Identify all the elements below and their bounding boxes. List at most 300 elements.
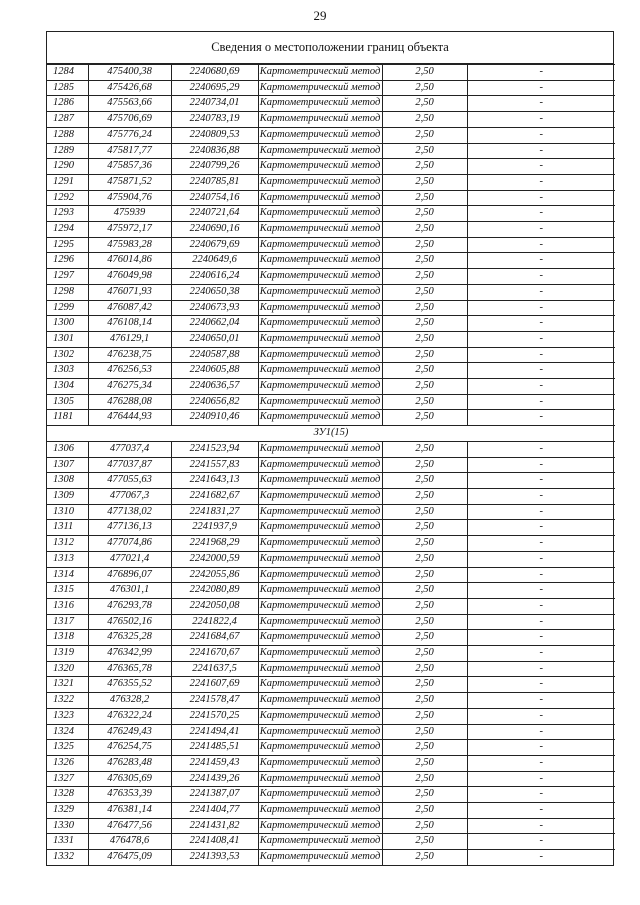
table-row [47, 174, 615, 190]
method-cell: Картометрический метод [258, 80, 382, 96]
point-number-cell: 1298 [47, 284, 88, 300]
point-number-cell: 1287 [47, 112, 88, 128]
description-cell: - [467, 269, 615, 285]
table-row [47, 708, 615, 724]
x-coordinate-cell: 476353,39 [88, 787, 171, 803]
description-cell: - [467, 379, 615, 395]
accuracy-cell: 2,50 [382, 190, 467, 206]
method-cell: Картометрический метод [258, 536, 382, 552]
accuracy-cell: 2,50 [382, 724, 467, 740]
x-coordinate-cell: 476305,69 [88, 771, 171, 787]
y-coordinate-cell: 2241670,67 [171, 646, 258, 662]
x-coordinate-cell: 476238,75 [88, 347, 171, 363]
method-cell: Картометрический метод [258, 269, 382, 285]
y-coordinate-cell: 2241485,51 [171, 740, 258, 756]
point-number-cell: 1330 [47, 818, 88, 834]
accuracy-cell: 2,50 [382, 347, 467, 363]
method-cell: Картометрический метод [258, 834, 382, 850]
x-coordinate-cell: 476249,43 [88, 724, 171, 740]
table-row [47, 551, 615, 567]
method-cell: Картометрический метод [258, 331, 382, 347]
x-coordinate-cell: 476283,48 [88, 755, 171, 771]
coordinates-grid [47, 64, 615, 865]
accuracy-cell: 2,50 [382, 143, 467, 159]
point-number-cell: 1303 [47, 363, 88, 379]
y-coordinate-cell: 2241968,29 [171, 536, 258, 552]
point-number-cell: 1300 [47, 316, 88, 332]
method-cell: Картометрический метод [258, 818, 382, 834]
y-coordinate-cell: 2241557,83 [171, 457, 258, 473]
description-cell: - [467, 457, 615, 473]
x-coordinate-cell: 476256,53 [88, 363, 171, 379]
table-row [47, 787, 615, 803]
accuracy-cell: 2,50 [382, 834, 467, 850]
y-coordinate-cell: 2240734,01 [171, 96, 258, 112]
method-cell: Картометрический метод [258, 363, 382, 379]
method-cell: Картометрический метод [258, 504, 382, 520]
point-number-cell: 1329 [47, 803, 88, 819]
accuracy-cell: 2,50 [382, 127, 467, 143]
description-cell: - [467, 363, 615, 379]
accuracy-cell: 2,50 [382, 755, 467, 771]
description-cell: - [467, 347, 615, 363]
point-number-cell: 1304 [47, 379, 88, 395]
point-number-cell: 1316 [47, 598, 88, 614]
point-number-cell: 1307 [47, 457, 88, 473]
accuracy-cell: 2,50 [382, 379, 467, 395]
point-number-cell: 1319 [47, 646, 88, 662]
table-row [47, 143, 615, 159]
method-cell: Картометрический метод [258, 174, 382, 190]
x-coordinate-cell: 477138,02 [88, 504, 171, 520]
x-coordinate-cell: 475400,38 [88, 65, 171, 81]
point-number-cell: 1292 [47, 190, 88, 206]
table-row [47, 536, 615, 552]
accuracy-cell: 2,50 [382, 708, 467, 724]
x-coordinate-cell: 476502,16 [88, 614, 171, 630]
description-cell: - [467, 253, 615, 269]
method-cell: Картометрический метод [258, 394, 382, 410]
y-coordinate-cell: 2242050,08 [171, 598, 258, 614]
boundary-coordinates-table [46, 31, 614, 866]
table-row [47, 614, 615, 630]
table-row [47, 253, 615, 269]
accuracy-cell: 2,50 [382, 693, 467, 709]
description-cell: - [467, 65, 615, 81]
y-coordinate-cell: 2240616,24 [171, 269, 258, 285]
y-coordinate-cell: 2240680,69 [171, 65, 258, 81]
accuracy-cell: 2,50 [382, 787, 467, 803]
description-cell: - [467, 661, 615, 677]
point-number-cell: 1311 [47, 520, 88, 536]
table-row [47, 316, 615, 332]
accuracy-cell: 2,50 [382, 300, 467, 316]
point-number-cell: 1286 [47, 96, 88, 112]
x-coordinate-cell: 475871,52 [88, 174, 171, 190]
description-cell: - [467, 630, 615, 646]
accuracy-cell: 2,50 [382, 222, 467, 238]
table-row [47, 630, 615, 646]
description-cell: - [467, 127, 615, 143]
table-row [47, 96, 615, 112]
point-number-cell: 1295 [47, 237, 88, 253]
accuracy-cell: 2,50 [382, 473, 467, 489]
table-row [47, 661, 615, 677]
point-number-cell: 1301 [47, 331, 88, 347]
table-row [47, 583, 615, 599]
description-cell: - [467, 237, 615, 253]
point-number-cell: 1314 [47, 567, 88, 583]
accuracy-cell: 2,50 [382, 646, 467, 662]
accuracy-cell: 2,50 [382, 80, 467, 96]
method-cell: Картометрический метод [258, 677, 382, 693]
y-coordinate-cell: 2241637,5 [171, 661, 258, 677]
table-row [47, 300, 615, 316]
x-coordinate-cell: 475776,24 [88, 127, 171, 143]
x-coordinate-cell: 476342,99 [88, 646, 171, 662]
method-cell: Картометрический метод [258, 65, 382, 81]
y-coordinate-cell: 2240721,64 [171, 206, 258, 222]
method-cell: Картометрический метод [258, 347, 382, 363]
y-coordinate-cell: 2241937,9 [171, 520, 258, 536]
x-coordinate-cell: 476325,28 [88, 630, 171, 646]
table-row [47, 80, 615, 96]
table-row [47, 724, 615, 740]
point-number-cell: 1312 [47, 536, 88, 552]
accuracy-cell: 2,50 [382, 331, 467, 347]
point-number-cell: 1327 [47, 771, 88, 787]
x-coordinate-cell: 476478,6 [88, 834, 171, 850]
method-cell: Картометрический метод [258, 206, 382, 222]
table-row [47, 488, 615, 504]
table-row [47, 206, 615, 222]
accuracy-cell: 2,50 [382, 253, 467, 269]
description-cell: - [467, 331, 615, 347]
description-cell: - [467, 771, 615, 787]
accuracy-cell: 2,50 [382, 269, 467, 285]
x-coordinate-cell: 477037,87 [88, 457, 171, 473]
y-coordinate-cell: 2240783,19 [171, 112, 258, 128]
accuracy-cell: 2,50 [382, 394, 467, 410]
description-cell: - [467, 80, 615, 96]
point-number-cell: 1323 [47, 708, 88, 724]
method-cell: Картометрический метод [258, 755, 382, 771]
x-coordinate-cell: 475706,69 [88, 112, 171, 128]
point-number-cell: 1325 [47, 740, 88, 756]
y-coordinate-cell: 2240809,53 [171, 127, 258, 143]
table-row [47, 65, 615, 81]
method-cell: Картометрический метод [258, 127, 382, 143]
point-number-cell: 1318 [47, 630, 88, 646]
description-cell: - [467, 536, 615, 552]
y-coordinate-cell: 2240605,88 [171, 363, 258, 379]
accuracy-cell: 2,50 [382, 536, 467, 552]
table-row [47, 771, 615, 787]
y-coordinate-cell: 2240785,81 [171, 174, 258, 190]
method-cell: Картометрический метод [258, 379, 382, 395]
point-number-cell: 1322 [47, 693, 88, 709]
method-cell: Картометрический метод [258, 740, 382, 756]
x-coordinate-cell: 476293,78 [88, 598, 171, 614]
x-coordinate-cell: 477136,13 [88, 520, 171, 536]
table-row [47, 504, 615, 520]
accuracy-cell: 2,50 [382, 206, 467, 222]
point-number-cell: 1309 [47, 488, 88, 504]
method-cell: Картометрический метод [258, 488, 382, 504]
method-cell: Картометрический метод [258, 143, 382, 159]
x-coordinate-cell: 476365,78 [88, 661, 171, 677]
accuracy-cell: 2,50 [382, 112, 467, 128]
description-cell: - [467, 96, 615, 112]
section-label: ЗУ1(15) [47, 426, 615, 442]
accuracy-cell: 2,50 [382, 677, 467, 693]
table-row [47, 803, 615, 819]
method-cell: Картометрический метод [258, 222, 382, 238]
table-row [47, 740, 615, 756]
y-coordinate-cell: 2241607,69 [171, 677, 258, 693]
y-coordinate-cell: 2241393,53 [171, 850, 258, 865]
description-cell: - [467, 300, 615, 316]
x-coordinate-cell: 476477,56 [88, 818, 171, 834]
y-coordinate-cell: 2241404,77 [171, 803, 258, 819]
y-coordinate-cell: 2240695,29 [171, 80, 258, 96]
accuracy-cell: 2,50 [382, 598, 467, 614]
y-coordinate-cell: 2240690,16 [171, 222, 258, 238]
accuracy-cell: 2,50 [382, 567, 467, 583]
description-cell: - [467, 394, 615, 410]
x-coordinate-cell: 475983,28 [88, 237, 171, 253]
y-coordinate-cell: 2241408,41 [171, 834, 258, 850]
table-row [47, 834, 615, 850]
point-number-cell: 1181 [47, 410, 88, 426]
method-cell: Картометрический метод [258, 646, 382, 662]
point-number-cell: 1324 [47, 724, 88, 740]
method-cell: Картометрический метод [258, 850, 382, 865]
x-coordinate-cell: 475857,36 [88, 159, 171, 175]
x-coordinate-cell: 476108,14 [88, 316, 171, 332]
y-coordinate-cell: 2240636,57 [171, 379, 258, 395]
y-coordinate-cell: 2240650,38 [171, 284, 258, 300]
description-cell: - [467, 410, 615, 426]
y-coordinate-cell: 2241494,41 [171, 724, 258, 740]
table-row [47, 394, 615, 410]
description-cell: - [467, 803, 615, 819]
table-row [47, 598, 615, 614]
point-number-cell: 1285 [47, 80, 88, 96]
x-coordinate-cell: 476288,08 [88, 394, 171, 410]
accuracy-cell: 2,50 [382, 661, 467, 677]
accuracy-cell: 2,50 [382, 363, 467, 379]
table-row [47, 237, 615, 253]
accuracy-cell: 2,50 [382, 65, 467, 81]
description-cell: - [467, 583, 615, 599]
x-coordinate-cell: 475904,76 [88, 190, 171, 206]
y-coordinate-cell: 2240910,46 [171, 410, 258, 426]
table-row [47, 190, 615, 206]
method-cell: Картометрический метод [258, 630, 382, 646]
method-cell: Картометрический метод [258, 190, 382, 206]
accuracy-cell: 2,50 [382, 284, 467, 300]
description-cell: - [467, 787, 615, 803]
x-coordinate-cell: 476475,09 [88, 850, 171, 865]
table-row [47, 850, 615, 865]
table-body [47, 65, 615, 865]
description-cell: - [467, 504, 615, 520]
point-number-cell: 1291 [47, 174, 88, 190]
method-cell: Картометрический метод [258, 803, 382, 819]
point-number-cell: 1328 [47, 787, 88, 803]
description-cell: - [467, 598, 615, 614]
description-cell: - [467, 284, 615, 300]
table-row [47, 818, 615, 834]
x-coordinate-cell: 476355,52 [88, 677, 171, 693]
y-coordinate-cell: 2242080,89 [171, 583, 258, 599]
x-coordinate-cell: 476254,75 [88, 740, 171, 756]
accuracy-cell: 2,50 [382, 818, 467, 834]
method-cell: Картометрический метод [258, 551, 382, 567]
description-cell: - [467, 708, 615, 724]
y-coordinate-cell: 2240649,6 [171, 253, 258, 269]
table-row [47, 284, 615, 300]
x-coordinate-cell: 476129,1 [88, 331, 171, 347]
description-cell: - [467, 567, 615, 583]
x-coordinate-cell: 475972,17 [88, 222, 171, 238]
accuracy-cell: 2,50 [382, 551, 467, 567]
description-cell: - [467, 614, 615, 630]
y-coordinate-cell: 2241431,82 [171, 818, 258, 834]
table-row [47, 457, 615, 473]
table-row [47, 441, 615, 457]
page-number: 29 [313, 8, 327, 23]
description-cell: - [467, 834, 615, 850]
description-cell: - [467, 520, 615, 536]
method-cell: Картометрический метод [258, 457, 382, 473]
table-row [47, 112, 615, 128]
x-coordinate-cell: 475817,77 [88, 143, 171, 159]
y-coordinate-cell: 2241831,27 [171, 504, 258, 520]
accuracy-cell: 2,50 [382, 441, 467, 457]
y-coordinate-cell: 2240650,01 [171, 331, 258, 347]
table-row [47, 347, 615, 363]
description-cell: - [467, 316, 615, 332]
method-cell: Картометрический метод [258, 159, 382, 175]
accuracy-cell: 2,50 [382, 504, 467, 520]
point-number-cell: 1331 [47, 834, 88, 850]
method-cell: Картометрический метод [258, 112, 382, 128]
y-coordinate-cell: 2240673,93 [171, 300, 258, 316]
description-cell: - [467, 693, 615, 709]
x-coordinate-cell: 476322,24 [88, 708, 171, 724]
accuracy-cell: 2,50 [382, 614, 467, 630]
y-coordinate-cell: 2240662,04 [171, 316, 258, 332]
description-cell: - [467, 159, 615, 175]
x-coordinate-cell: 475563,66 [88, 96, 171, 112]
y-coordinate-cell: 2241578,47 [171, 693, 258, 709]
x-coordinate-cell: 476381,14 [88, 803, 171, 819]
method-cell: Картометрический метод [258, 316, 382, 332]
table-row [47, 222, 615, 238]
accuracy-cell: 2,50 [382, 850, 467, 865]
point-number-cell: 1299 [47, 300, 88, 316]
accuracy-cell: 2,50 [382, 520, 467, 536]
point-number-cell: 1294 [47, 222, 88, 238]
x-coordinate-cell: 476444,93 [88, 410, 171, 426]
x-coordinate-cell: 476087,42 [88, 300, 171, 316]
accuracy-cell: 2,50 [382, 316, 467, 332]
table-row [47, 677, 615, 693]
accuracy-cell: 2,50 [382, 583, 467, 599]
description-cell: - [467, 473, 615, 489]
description-cell: - [467, 112, 615, 128]
point-number-cell: 1290 [47, 159, 88, 175]
y-coordinate-cell: 2241387,07 [171, 787, 258, 803]
y-coordinate-cell: 2240836,88 [171, 143, 258, 159]
x-coordinate-cell: 476328,2 [88, 693, 171, 709]
method-cell: Картометрический метод [258, 598, 382, 614]
point-number-cell: 1289 [47, 143, 88, 159]
method-cell: Картометрический метод [258, 253, 382, 269]
point-number-cell: 1284 [47, 65, 88, 81]
accuracy-cell: 2,50 [382, 237, 467, 253]
table-row [47, 159, 615, 175]
description-cell: - [467, 677, 615, 693]
accuracy-cell: 2,50 [382, 410, 467, 426]
point-number-cell: 1296 [47, 253, 88, 269]
description-cell: - [467, 222, 615, 238]
table-title: Сведения о местоположении границ объекта [47, 32, 613, 64]
method-cell: Картометрический метод [258, 96, 382, 112]
description-cell: - [467, 850, 615, 865]
y-coordinate-cell: 2241523,94 [171, 441, 258, 457]
y-coordinate-cell: 2241682,67 [171, 488, 258, 504]
method-cell: Картометрический метод [258, 284, 382, 300]
accuracy-cell: 2,50 [382, 771, 467, 787]
accuracy-cell: 2,50 [382, 740, 467, 756]
table-row [47, 410, 615, 426]
method-cell: Картометрический метод [258, 237, 382, 253]
table-row [47, 473, 615, 489]
method-cell: Картометрический метод [258, 441, 382, 457]
method-cell: Картометрический метод [258, 410, 382, 426]
y-coordinate-cell: 2241439,26 [171, 771, 258, 787]
point-number-cell: 1308 [47, 473, 88, 489]
table-row [47, 567, 615, 583]
accuracy-cell: 2,50 [382, 488, 467, 504]
point-number-cell: 1297 [47, 269, 88, 285]
point-number-cell: 1315 [47, 583, 88, 599]
x-coordinate-cell: 477067,3 [88, 488, 171, 504]
accuracy-cell: 2,50 [382, 630, 467, 646]
point-number-cell: 1293 [47, 206, 88, 222]
accuracy-cell: 2,50 [382, 159, 467, 175]
point-number-cell: 1317 [47, 614, 88, 630]
table-row [47, 127, 615, 143]
x-coordinate-cell: 476275,34 [88, 379, 171, 395]
method-cell: Картометрический метод [258, 661, 382, 677]
y-coordinate-cell: 2241643,13 [171, 473, 258, 489]
method-cell: Картометрический метод [258, 787, 382, 803]
method-cell: Картометрический метод [258, 693, 382, 709]
method-cell: Картометрический метод [258, 567, 382, 583]
y-coordinate-cell: 2241459,43 [171, 755, 258, 771]
description-cell: - [467, 441, 615, 457]
y-coordinate-cell: 2240754,16 [171, 190, 258, 206]
x-coordinate-cell: 477074,86 [88, 536, 171, 552]
description-cell: - [467, 818, 615, 834]
accuracy-cell: 2,50 [382, 174, 467, 190]
description-cell: - [467, 724, 615, 740]
table-row [47, 693, 615, 709]
